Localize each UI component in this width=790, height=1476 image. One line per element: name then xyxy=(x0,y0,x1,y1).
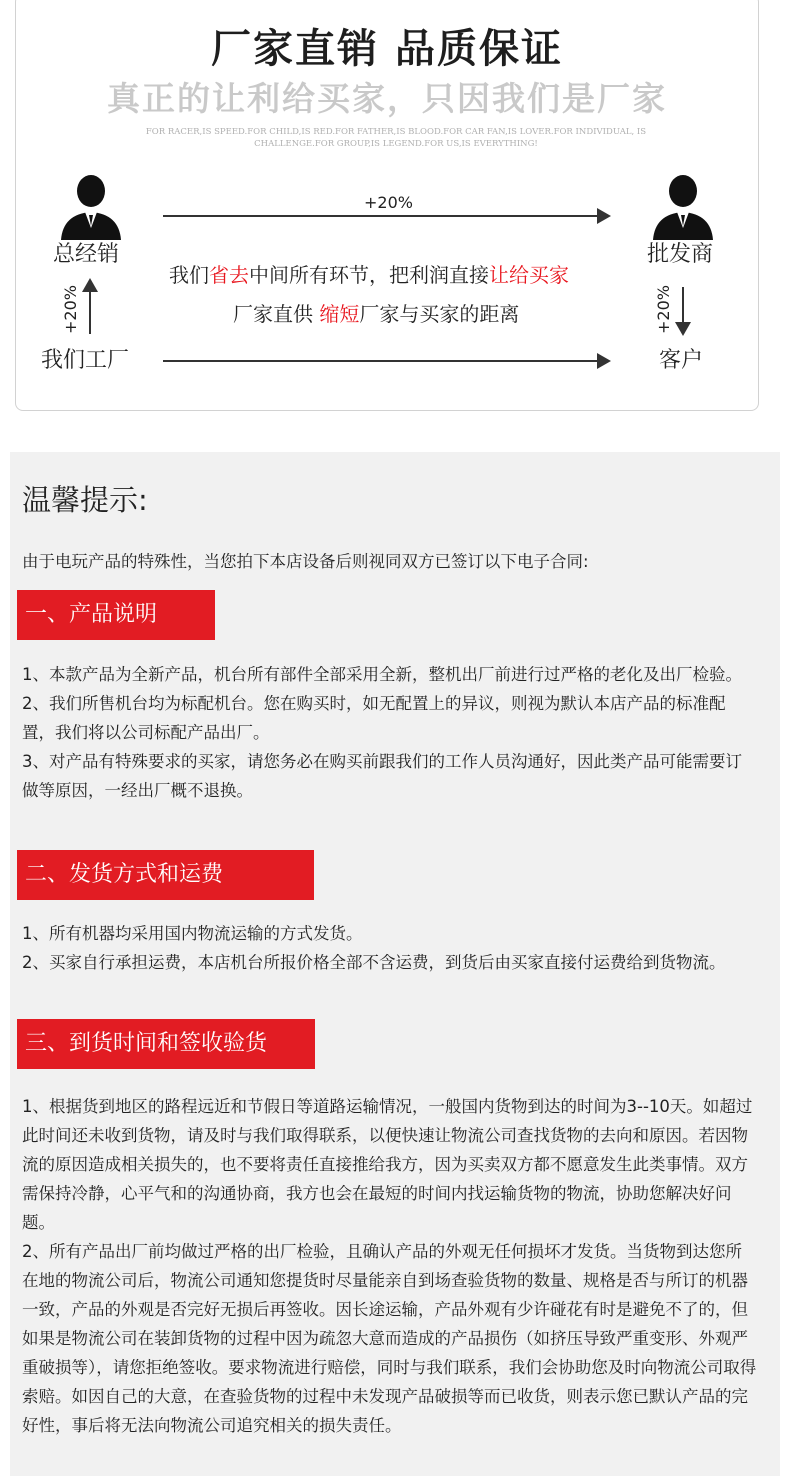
notice-intro: 由于电玩产品的特殊性，当您拍下本店设备后则视同双方已签订以下电子合同: xyxy=(22,552,589,571)
list-item: 1、根据货到地区的路程远近和节假日等道路运输情况，一般国内货物到达的时间为3--10天。如超过此时间还未收到货物，请及时与我们取得联系，以便快速让物流公司查找货物的去向和原因。若因物流的原因造成相关损失的，也不要将责任直接推给我方，因为买卖双方都不愿意发生此类事情。双方需保持冷静，心平气和的沟通协商，我方也会在最短的时间内找运输货物的物流，协助您解决好问题。 xyxy=(22,1097,753,1232)
banner-middle-line-2: 厂家直供 缩短厂家与买家的距离 xyxy=(233,302,520,326)
person-icon xyxy=(59,174,123,242)
list-item: 1、所有机器均采用国内物流运输的方式发货。 xyxy=(22,924,363,943)
section-heading: 二、发货方式和运费 xyxy=(17,850,314,900)
section-body xyxy=(22,660,757,805)
banner-english-slogan: FOR RACER,IS SPEED.FOR CHILD,IS RED.FOR FATHER,IS BLOOD.FOR CAR FAN,IS LOVER.FOR INDIVIDUAL, IS CHALLENGE.FOR GROUP,IS LEGEND.FOR US,IS EVERYTHING! xyxy=(145,127,647,149)
notice-title: 温馨提示: xyxy=(22,483,148,517)
markup-right-label: +20% xyxy=(653,285,673,334)
arrow-right-bottom xyxy=(163,360,599,362)
arrow-right-top xyxy=(163,215,599,217)
section-body xyxy=(22,1092,757,1440)
banner-subline: 真正的让利给买家，只因我们是厂家 xyxy=(107,79,667,118)
list-item: 3、对产品有特殊要求的买家，请您务必在购买前跟我们的工作人员沟通好，因此类产品可能需要订做等原因，一经出厂概不退换。 xyxy=(22,752,742,800)
list-item: 2、我们所售机台均为标配机台。您在购买时，如无配置上的异议，则视为默认本店产品的标准配置，我们将以公司标配产品出厂。 xyxy=(22,694,726,742)
section-heading: 一、产品说明 xyxy=(17,590,215,640)
banner-headline: 厂家直销 品质保证 xyxy=(211,26,563,72)
markup-top-label: +20% xyxy=(364,193,413,212)
list-item: 2、所有产品出厂前均做过严格的出厂检验，且确认产品的外观无任何损坏才发货。当货物到达您所在地的物流公司后，物流公司通知您提货时尽量能亲自到场查验货物的数量、规格是否与所订的机器一致，产品的外观是否完好无损后再签收。因长途运输，产品外观有少许碰花有时是避免不了的，但如果是物流公司在装卸货物的过程中因为疏忽大意而造成的产品损伤（如挤压导致严重变形、外观严重破损等），请您拒绝签收。要求物流进行赔偿，同时与我们联系，我们会协助您及时向物流公司取得索赔。如因自己的大意，在查验货物的过程中未发现产品破损等而已收货，则表示您已默认产品的完好性，事后将无法向物流公司追究相关的损失责任。 xyxy=(22,1242,757,1435)
person-icon xyxy=(651,174,715,242)
section-body xyxy=(22,919,757,977)
node-factory: 我们工厂 xyxy=(41,348,130,373)
arrow-up xyxy=(89,290,91,334)
node-wholesaler: 批发商 xyxy=(647,242,714,267)
arrow-down xyxy=(682,287,684,324)
section-heading: 三、到货时间和签收验货 xyxy=(17,1019,315,1069)
notice-panel xyxy=(10,452,780,1476)
banner-middle-line-1: 我们省去中间所有环节，把利润直接让给买家 xyxy=(169,263,569,287)
list-item: 1、本款产品为全新产品，机台所有部件全部采用全新，整机出厂前进行过严格的老化及出厂检验。 xyxy=(22,665,742,684)
node-distributor: 总经销 xyxy=(53,242,120,267)
banner-card xyxy=(15,0,759,411)
node-customer: 客户 xyxy=(659,348,704,373)
list-item: 2、买家自行承担运费，本店机台所报价格全部不含运费，到货后由买家直接付运费给到货物流。 xyxy=(22,953,726,972)
markup-left-label: +20% xyxy=(60,285,80,334)
